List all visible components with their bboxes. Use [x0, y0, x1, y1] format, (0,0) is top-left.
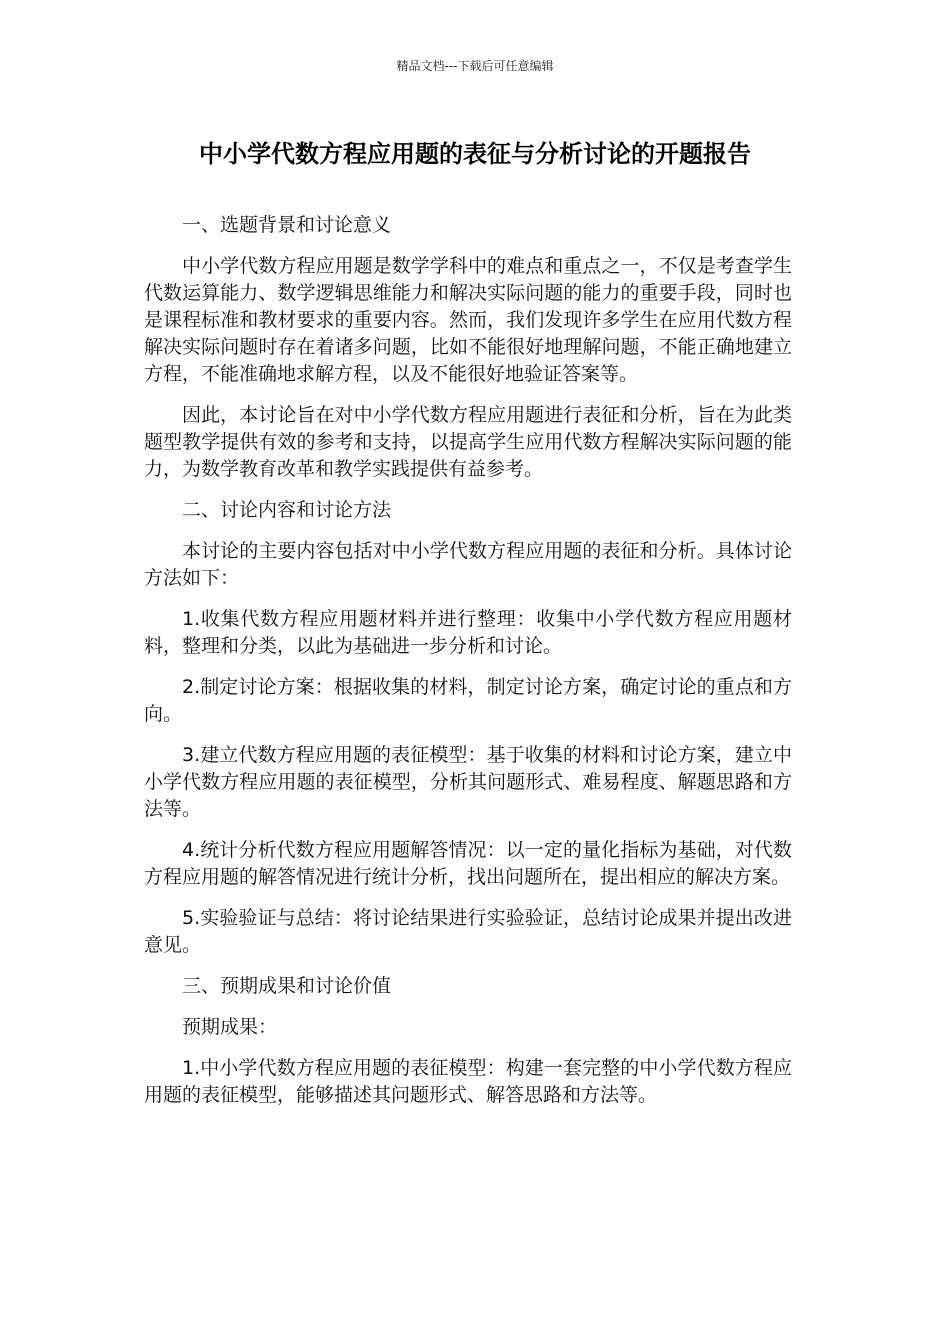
document-title: 中小学代数方程应用题的表征与分析讨论的开题报告	[199, 140, 751, 168]
expected-results-label: 预期成果：	[182, 1016, 278, 1038]
document-body	[144, 212, 792, 1123]
method-item-5: 5.实验验证与总结：将讨论结果进行实验验证，总结讨论成果并提出改进意见。	[144, 907, 792, 956]
section-heading-3: 三、预期成果和讨论价值	[182, 975, 392, 997]
section-heading-1: 一、选题背景和讨论意义	[182, 214, 392, 236]
section-heading-2: 二、讨论内容和讨论方法	[182, 499, 392, 521]
method-item-3: 3.建立代数方程应用题的表征模型：基于收集的材料和讨论方案，建立中小学代数方程应用题的表征模型，分析其问题形式、难易程度、解题思路和方法等。	[144, 744, 792, 820]
result-item-1: 1.中小学代数方程应用题的表征模型：构建一套完整的中小学代数方程应用题的表征模型，能够描述其问题形式、解答思路和方法等。	[144, 1057, 792, 1106]
paragraph-content-intro: 本讨论的主要内容包括对中小学代数方程应用题的表征和分析。具体讨论方法如下：	[144, 540, 792, 589]
paragraph-purpose: 因此，本讨论旨在对中小学代数方程应用题进行表征和分析，旨在为此类题型教学提供有效的参考和支持，以提高学生应用代数方程解决实际问题的能力，为数学教育改革和教学实践提供有益参考。	[144, 404, 792, 480]
method-item-2: 2.制定讨论方案：根据收集的材料，制定讨论方案，确定讨论的重点和方向。	[144, 676, 792, 725]
page-header: 精品文档---下载后可任意编辑	[396, 59, 554, 73]
method-item-1: 1.收集代数方程应用题材料并进行整理：收集中小学代数方程应用题材料，整理和分类，以此为基础进一步分析和讨论。	[144, 608, 792, 657]
paragraph-background: 中小学代数方程应用题是数学学科中的难点和重点之一，不仅是考查学生代数运算能力、数学逻辑思维能力和解决实际问题的能力的重要手段，同时也是课程标准和教材要求的重要内容。然而，我们发现许多学生在应用代数方程解决实际问题时存在着诸多问题，比如不能很好地理解问题，不能正确地建立方程，不能准确地求解方程，以及不能很好地验证答案等。	[144, 255, 792, 385]
method-item-4: 4.统计分析代数方程应用题解答情况：以一定的量化指标为基础，对代数方程应用题的解答情况进行统计分析，找出问题所在，提出相应的解决方案。	[144, 839, 792, 888]
